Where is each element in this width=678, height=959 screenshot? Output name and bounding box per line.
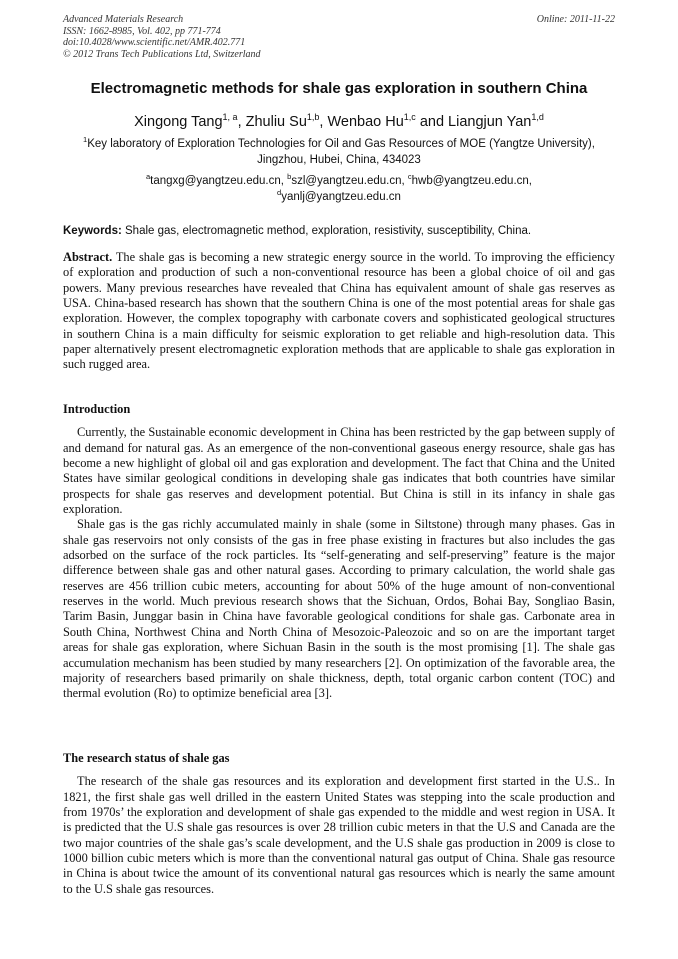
section-heading: Introduction [63,402,131,416]
journal-name: Advanced Materials Research [63,14,184,25]
abstract [63,250,615,373]
section-heading: The research status of shale gas [63,751,230,765]
abstract-label: Abstract. [63,250,113,264]
author-list [40,114,638,130]
author-sup: 1, a [222,112,238,122]
author-separator: , [237,114,246,130]
keywords-text: Shale gas, electromagnetic method, exploration, resistivity, susceptibility, China. [125,225,532,237]
section-introduction [63,402,615,702]
email-sup: c [407,172,412,181]
email-sup: b [287,172,292,181]
affiliation-text: Key laboratory of Exploration Technologies for Oil and Gas Resources of MOE (Yangtze University), Jingzhou, Hubei, China, 434023 [87,138,595,166]
author-name: Xingong Tang [134,114,223,130]
journal-copyright: © 2012 Trans Tech Publications Ltd, Switzerland [63,48,261,60]
author-sup: 1,d [531,112,544,122]
abstract-paragraph [63,250,615,373]
paper-title: Electromagnetic methods for shale gas exploration in southern China [90,80,588,97]
author-separator: , [319,114,328,130]
author-name: Zhuliu Su [245,114,307,130]
keywords-label: Keywords: [63,225,122,237]
paragraph: The research of the shale gas resources and its exploration and development first started in the U.S.. In 1821, the first shale gas well drilled in the eastern United States was stepping into the scale production and from 1970s’ the exploration and development of shale gas expended to the middle and west region in USA. It is predicted that the U.S shale gas resources is over 28 trillion cubic meters in that the U.S and Canada are the two major countries of the shale gas’s scale development, and the U.S shale gas production in 2009 is close to 1000 billion cubic meters which is more than the conventional natural gas output of China. Shale gas resource in China is about twice the amount of its conventional natural gas resources which is nearly the same amount to the U.S shale gas resources. [63,774,615,896]
abstract-text: The shale gas is becoming a new strategic energy source in the world. To improving the efficiency of exploration and production of such a non-conventional resource has been a global choice of oil and gas powers. Many previous researches have revealed that China has equivalent amount of shale gas reserves as USA. China-based research has shown that the southern China is one of the most potential areas for shale gas exploration. However, the complex topography with carbonate covers and sophisticated geological structures in southern China is a main difficulty for seismic exploration to get reliable and high-resolution data. This paper alternatively present electromagnetic exploration methods that are applicable to shale gas exploration in such rugged area. [63,250,616,372]
email-link[interactable]: tangxg@yangtzeu.edu.cn, [150,175,288,187]
author-name: Liangjun Yan [448,114,532,130]
author-emails [80,174,598,205]
paragraph: Shale gas is the gas richly accumulated mainly in shale (some in Siltstone) through many phases. Gas in shale gas reservoirs not only consists of the gas in free phase existing in fractures but also includes the gas adsorbed on the surface of the rock particles. Its “self-generating and self-preserving” feature is the major difference between shale gas and other natural gases. According to primary calculation, the world shale gas reserves are 456 trillion cubic meters, accounting for about 50% of the huge amount of non-conventional reserves in the world. Much previous research shows that the Sichuan, Ordos, Bohai Bay, Songliao Basin, Tarim Basin, Junggar basin in China have favorable geological conditions for shale gas. Carbonate area in South China, Northwest China and North China of Mesozoic-Paleozoic and so on are the important target areas for shale gas exploration, where Sichuan Basin in the south is the most promising [1]. The shale gas accumulation mechanism has been studied by many researchers [2]. On optimization of the favorable area, the majority of researchers based primarily on shale thickness, depth, total organic carbon content (TOC) and thermal evolution (Ro) to optimize beneficial area [3]. [63,517,615,701]
author-and: and [415,114,449,130]
affiliation-sup: 1 [83,135,88,144]
email-link[interactable]: hwb@yangtzeu.edu.cn, [411,175,532,187]
journal-info [63,14,261,60]
affiliation [80,137,598,168]
keywords [63,225,615,237]
email-link[interactable]: yanlj@yangtzeu.edu.cn [281,190,401,203]
email-sup: d [277,187,282,197]
email-sup: a [146,172,151,181]
author-sup: 1,b [306,112,320,122]
author-name: Wenbao Hu [327,114,404,130]
online-date: Online: 2011-11-22 [536,14,615,25]
journal-issn: ISSN: 1662-8985, Vol. 402, pp 771-774 [63,25,221,37]
author-sup: 1,c [403,112,416,122]
paragraph: Currently, the Sustainable economic development in China has been restricted by the gap between supply of and demand for natural gas. As an emergence of the non-conventional gaseous energy resource, shale gas has become a new highlight of global oil and gas exploration and development. The fact that China and the United States have similar geological conditions in developing shale gas indicates that both countries have similar prospects for shale gas reserves and development potential. But China is still in its infancy in shale gas exploration. [63,425,615,517]
section-research-status [63,751,615,897]
journal-doi: doi:10.4028/www.scientific.net/AMR.402.771 [63,37,246,48]
email-link[interactable]: szl@yangtzeu.edu.cn, [291,175,408,187]
